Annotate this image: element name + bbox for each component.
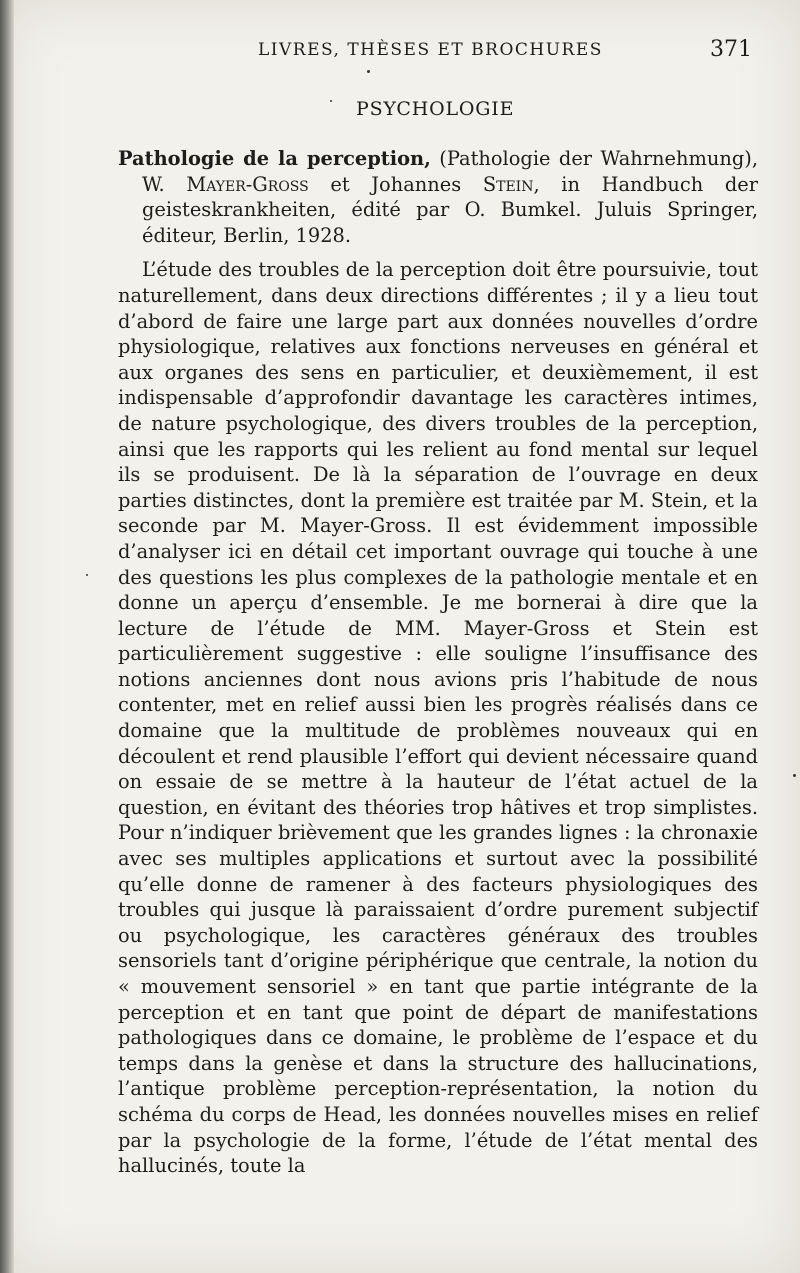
entry-author-2: Stein <box>482 172 534 196</box>
page-gutter-shadow <box>0 0 14 1273</box>
entry-title: Pathologie de la perception, <box>118 147 431 170</box>
section-heading: PSYCHOLOGIE <box>356 98 515 120</box>
print-speck <box>86 574 88 576</box>
print-speck <box>330 100 332 102</box>
entry-subtitle: (Pathologie der Wahrnehmung), W. <box>142 147 758 196</box>
bibliographic-entry <box>118 146 758 248</box>
print-speck <box>367 70 370 73</box>
entry-publication: , in Handbuch der geisteskrankheiten, édité par O. Bumkel. Juluis Springer, éditeur, Berlin, 1928. <box>142 172 758 247</box>
entry-between: et Johannes <box>308 172 483 196</box>
entry-author-1: Mayer-Gross <box>186 172 309 196</box>
print-speck <box>793 774 796 777</box>
running-title: LIVRES, THÈSES ET BROCHURES <box>258 40 603 60</box>
running-head <box>0 37 800 70</box>
review-paragraph: L’étude des troubles de la perception doit être poursuivie, tout naturellement, dans deux directions différentes ; il y a lieu tout d’abord de faire une large part aux données nouvelles d’ordre physiologique, relatives aux fonctions nerveuses en général et aux organes des sens en particulier, et deuxièmement, il est indispensable d’approfondir davantage les caractères intimes, de nature psychologique, des divers troubles de la perception, ainsi que les rapports qui les relient au fond mental sur lequel ils se produisent. De là la séparation de l’ouvrage en deux parties distinctes, dont la première est traitée par M. Stein, et la seconde par M. Mayer-Gross. Il est évidemment impossible d’analyser ici en détail cet important ouvrage qui touche à une des questions les plus complexes de la pathologie mentale et en donne un aperçu d’ensemble. Je me bornerai à dire que la lecture de l’étude de MM. Mayer-Gross et Stein est particulièrement suggestive : elle souligne l’insuffisance des notions anciennes dont nous avions pris l’habitude de nous contenter, met en relief aussi bien les progrès réalisés dans ce domaine que la multitude de problèmes nouveaux qui en découlent et rend plausible l’effort qui devient nécessaire quand on essaie de se mettre à la hauteur de l’état actuel de la question, en évitant des théories trop hâtives et trop simplistes. Pour n’indiquer brièvement que les grandes lignes : la chronaxie avec ses multiples applications et surtout avec la possibilité qu’elle donne de ramener à des facteurs physiologiques des troubles qui jusque là paraissaient d’ordre purement subjectif ou psychologique, les caractères généraux des troubles sensoriels tant d’origine périphérique que centrale, la notion du « mouvement sensoriel » en tant que partie intégrante de la perception et en tant que point de départ de manifestations pathologiques dans ce domaine, le problème de l’espace et du temps dans la genèse et dans la structure des hallucinations, l’antique problème perception-représentation, la notion du schéma du corps de Head, les données nouvelles mises en relief par la psychologie de la forme, l’étude de l’état mental des hallucinés, toute la <box>118 258 758 1178</box>
body-text <box>118 146 758 1179</box>
page-number: 371 <box>710 37 752 62</box>
